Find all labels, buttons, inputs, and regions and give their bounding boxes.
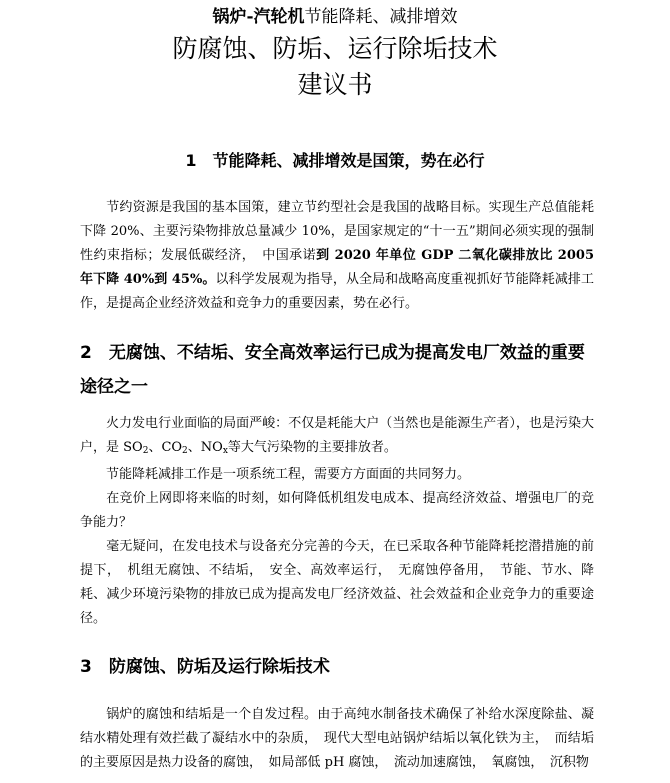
section-2-paragraph-1: 火力发电行业面临的局面严峻：不仅是耗能大户（当然也是能源生产者），也是污染大户，是 $SO_2$、$CO_2$、$NO_x$等大气污染物的主要排放者。 [80, 416, 594, 456]
document-subtitle: 建议书 [297, 70, 373, 99]
section-1-text-a: 节约资源是我国的基本国策，建立节约型社会是我国的战略目标。实现生产总值能耗下降 20%、主要污染物排放总量减少 10%，是国家规定的“十一五”期间必须实现的强制性约束指标；发展低碳经济， 中国承诺 [80, 200, 594, 263]
section-2-paragraph-3: 在竞价上网即将来临的时刻，如何降低机组发电成本、提高经济效益、增强电厂的竞争能力？ [80, 491, 594, 530]
pre-title-rest: 节能降耗、减排增效 [304, 7, 458, 27]
section-1-text-bold: 到 2020 年单位 GDP 二氧化碳排放比 2005 年下降 40%到 45%。 [80, 248, 594, 287]
section-2-paragraph-2: 节能降耗减排工作是一项系统工程，需要方方面面的共同努力。 [106, 467, 471, 482]
section-1-paragraph [80, 196, 594, 316]
pre-title [0, 6, 670, 28]
document-title: 防腐蚀、防垢、运行除垢技术 [172, 34, 498, 63]
section-2-body [80, 412, 594, 631]
pre-title-bold: 锅炉-汽轮机 [212, 7, 305, 27]
section-2-paragraph-4: 毫无疑问，在发电技术与设备充分完善的今天，在已采取各种节能降耗挖潜措施的前提下， 机组无腐蚀、不结垢， 安全、高效率运行， 无腐蚀停备用， 节能、节水、降耗、减少环境污染物的排放已成为提高发电厂经济效益、社会效益和企业竞争力的重要途径。 [80, 539, 594, 626]
section-heading-1: 1 节能降耗、减排增效是国策，势在必行 [185, 151, 485, 170]
section-3-paragraph: 锅炉的腐蚀和结垢是一个自发过程。由于高纯水制备技术确保了补给水深度除盐、凝结水精处理有效拦截了凝结水中的杂质， 现代大型电站锅炉结垢以氧化铁为主， 而结垢的主要原因是热力设备的腐蚀， 如局部低 pH 腐蚀， 流动加速腐蚀， 氧腐蚀， 沉积物 [80, 707, 594, 770]
section-heading-2: 2 无腐蚀、不结垢、安全高效率运行已成为提高发电厂效益的重要途径之一 [80, 343, 585, 397]
section-1-text-b: 以科学发展观为指导，从全局和战略高度重视抓好节能降耗减排工作，是提高企业经济效益和竞争力的重要因素，势在必行。 [80, 272, 594, 311]
section-heading-3: 3 防腐蚀、防垢及运行除垢技术 [80, 657, 330, 677]
